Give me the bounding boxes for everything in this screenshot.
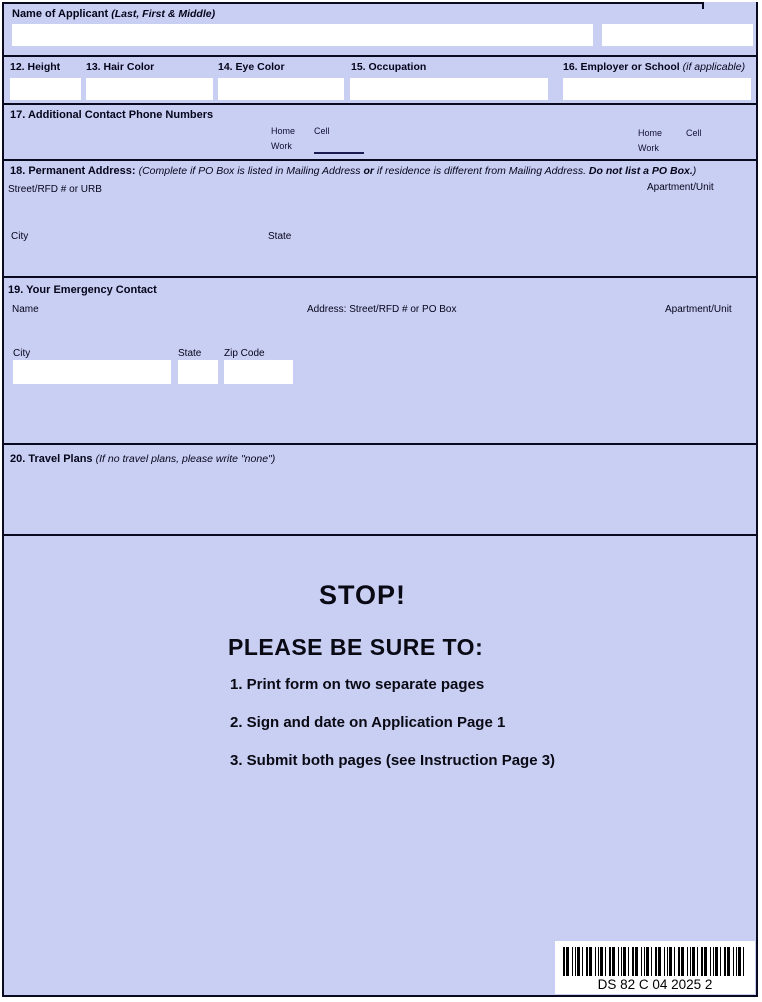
section-permanent-address — [4, 161, 756, 278]
emergency-state-input[interactable] — [178, 360, 218, 384]
height-label: 12. Height — [10, 61, 61, 73]
barcode — [555, 941, 755, 994]
emergency-name-label: Name — [12, 304, 39, 315]
emergency-title: 19. Your Emergency Contact — [8, 284, 157, 296]
permanent-address-hint — [139, 165, 697, 177]
travel-plans-title-text: 20. Travel Plans — [10, 453, 93, 465]
eye-color-input[interactable] — [218, 78, 344, 100]
section-travel-plans — [4, 445, 756, 536]
travel-plans-hint: (If no travel plans, please write "none") — [95, 453, 276, 465]
hair-color-input[interactable] — [86, 78, 213, 100]
permanent-address-title-text: 18. Permanent Address: — [10, 165, 136, 177]
stop-title: STOP! — [319, 580, 407, 610]
phone1-work-label: Work — [271, 141, 292, 151]
employer-label — [563, 61, 745, 73]
hair-color-label: 13. Hair Color — [86, 61, 155, 73]
name-label-hint: (Last, First & Middle) — [111, 8, 216, 20]
barcode-text: DS 82 C 04 2025 2 — [597, 977, 713, 992]
height-input[interactable] — [10, 78, 81, 100]
permanent-hint-1: (Complete if PO Box is listed in Mailing Address — [138, 165, 364, 177]
section-physical-description — [4, 57, 756, 105]
form-body — [2, 2, 758, 997]
emergency-state-label: State — [178, 348, 202, 359]
stop-item-1: 1. Print form on two separate pages — [230, 676, 485, 693]
occupation-label: 15. Occupation — [351, 61, 427, 73]
stop-item-3: 3. Submit both pages (see Instruction Page 3) — [230, 752, 556, 769]
name-section-label — [12, 8, 215, 20]
phone1-home-label: Home — [271, 126, 296, 136]
phone1-entry-line[interactable] — [314, 152, 364, 154]
emergency-city-input[interactable] — [13, 360, 171, 384]
permanent-hint-or: or — [363, 165, 374, 177]
applicant-name-input[interactable] — [12, 24, 593, 46]
phone2-home-label: Home — [638, 128, 663, 138]
section-emergency-contact — [4, 278, 756, 445]
permanent-city-label: City — [11, 231, 29, 242]
permanent-hint-2: if residence is different from Mailing Address. — [373, 165, 589, 177]
section-stop-notice — [4, 536, 756, 995]
eye-color-label: 14. Eye Color — [218, 61, 285, 73]
name-label: Name of Applicant — [12, 8, 109, 20]
barcode-image — [563, 947, 747, 976]
permanent-apartment-label: Apartment/Unit — [647, 182, 714, 193]
phone1-cell-label: Cell — [314, 126, 330, 136]
permanent-hint-close: ) — [692, 165, 697, 177]
permanent-hint-strong: Do not list a PO Box. — [588, 165, 693, 177]
phones-title: 17. Additional Contact Phone Numbers — [10, 109, 214, 121]
emergency-city-label: City — [13, 348, 31, 359]
section-name-of-applicant — [4, 4, 756, 57]
employer-input[interactable] — [563, 78, 751, 100]
employer-label-hint: (if applicable) — [682, 61, 746, 73]
permanent-state-label: State — [268, 231, 292, 242]
phone2-work-label: Work — [638, 143, 659, 153]
permanent-address-title — [10, 165, 696, 177]
emergency-apartment-label: Apartment/Unit — [665, 304, 732, 315]
emergency-zip-input[interactable] — [224, 360, 293, 384]
travel-plans-title — [10, 453, 275, 465]
employer-label-text: 16. Employer or School — [563, 61, 680, 73]
emergency-zip-label: Zip Code — [224, 348, 265, 359]
emergency-address-label: Address: Street/RFD # or PO Box — [307, 304, 457, 315]
occupation-input[interactable] — [350, 78, 548, 100]
street-label: Street/RFD # or URB — [8, 184, 102, 195]
applicant-name-extra-input[interactable] — [602, 24, 753, 46]
stop-item-2: 2. Sign and date on Application Page 1 — [230, 714, 506, 731]
section-phone-numbers — [4, 105, 756, 161]
stop-subtitle: PLEASE BE SURE TO: — [228, 634, 484, 660]
phone2-cell-label: Cell — [686, 128, 702, 138]
